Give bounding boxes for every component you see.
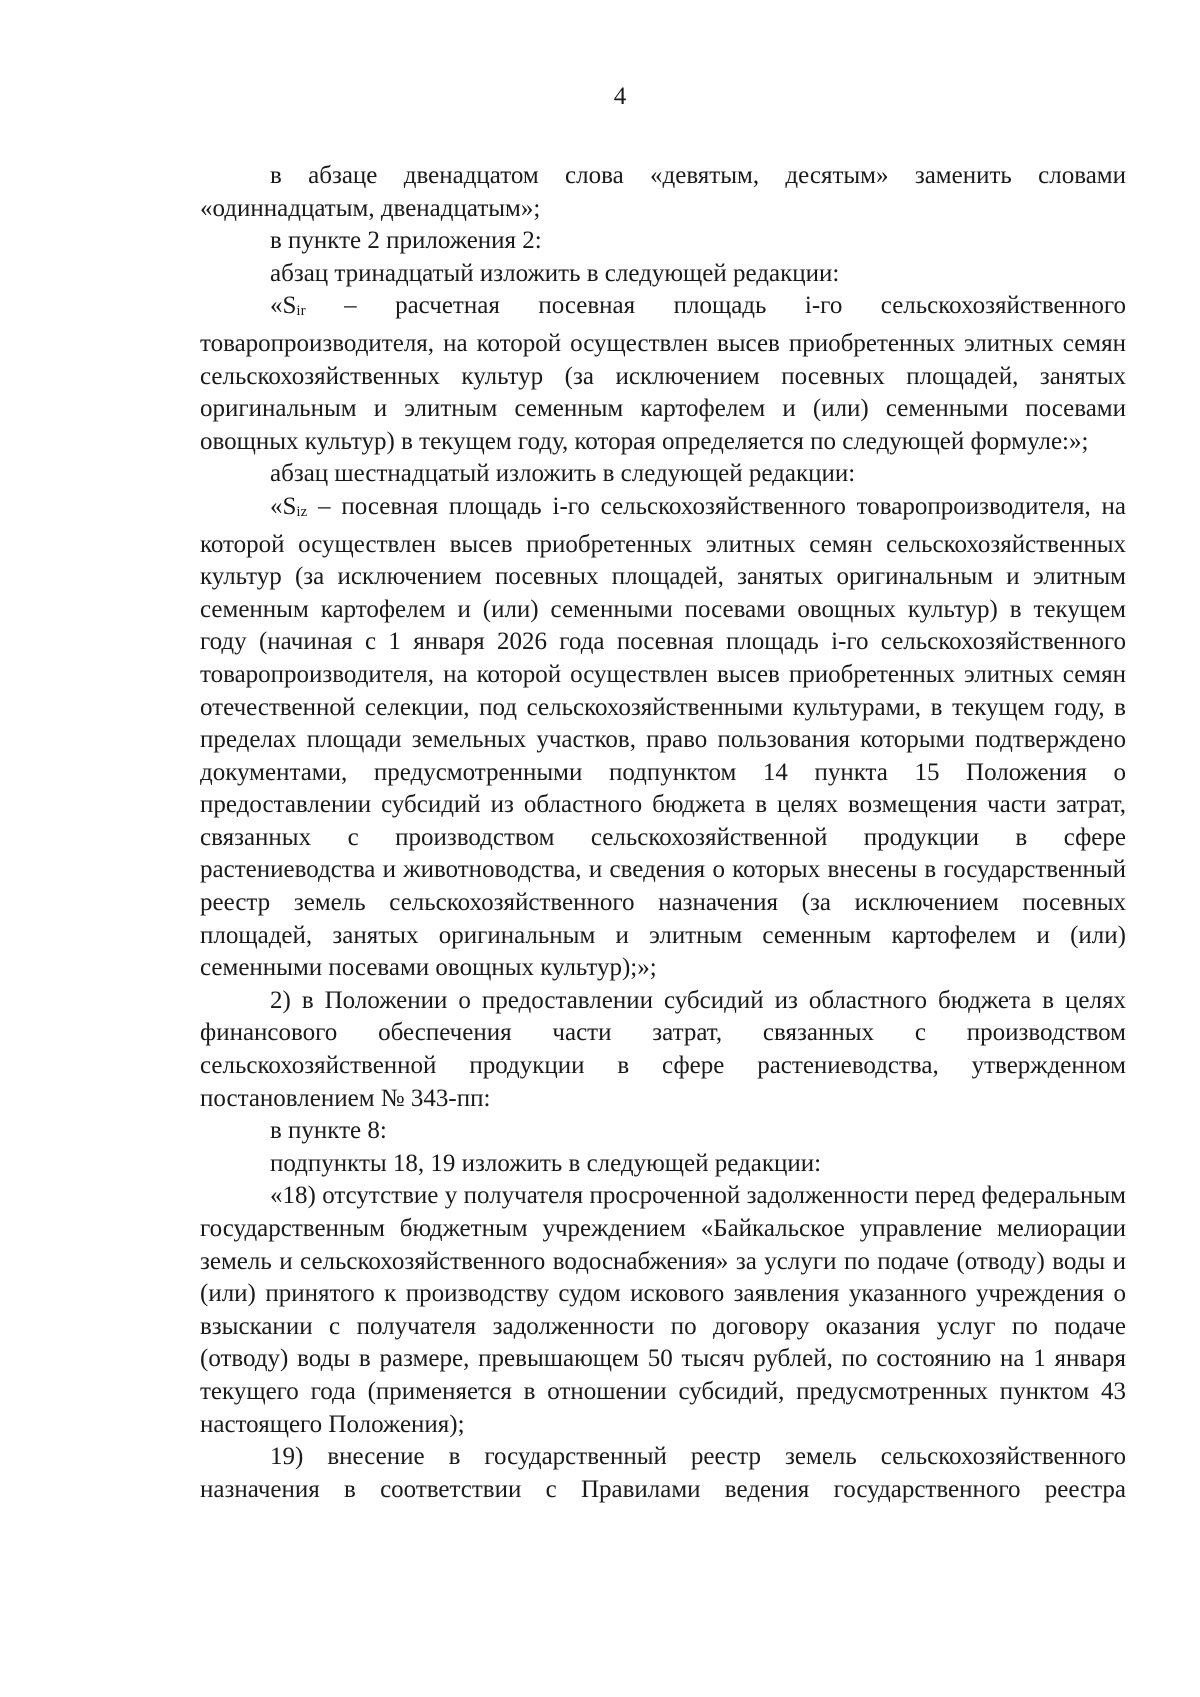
paragraph-6 [200,491,1126,985]
paragraph-11: 19) внесение в государственный реестр земель сельскохозяйственного назначения в соответствии с Правилами ведения государственного реестра [200,1443,1126,1503]
paragraph-9: подпункты 18, 19 изложить в следующей редакции: [270,1149,822,1177]
page-number: 4 [613,83,627,110]
paragraph-8: в пункте 8: [270,1117,387,1145]
paragraph-4 [200,290,1126,458]
paragraph-2: в пункте 2 приложения 2: [270,227,542,255]
paragraph-7: 2) в Положении о предоставлении субсидий из областного бюджета в целях финансового обеспечения части затрат, связанных с производством сельскохозяйственной продукции в сфере растениеводства, утвержденном постановлением № 343-пп: [200,986,1126,1112]
formula-subscript: ir [296,303,306,320]
paragraph-6-text: – посевная площадь i-го сельскохозяйственного товаропроизводителя, на которой осуществлен высев приобретенных элитных семян сельскохозяйственных культур (за исключением посевных площадей, занятых оригинальным и элитным семенным картофелем и (или) семенными посевами овощных культур) в текущем году (начиная с 1 января 2026 года посевная площадь i-го сельскохозяйственного товаропроизводителя, на которой осуществлен высев приобретенных элитных семян отечественной селекции, под сельскохозяйственными культурами, в текущем году, в пределах площади земельных участков, право пользования которыми подтверждено документами, предусмотренными подпунктом 14 пункта 15 Положения о предоставлении субсидий из областного бюджета в целях возмещения части затрат, связанных с производством сельскохозяйственной продукции в сфере растениеводства и животноводства, и сведения о которых внесены в государственный реестр земель сельскохозяйственного назначения (за исключением посевных площадей, занятых оригинальным и элитным семенным картофелем и (или) семенными посевами овощных культур);»; [200,492,1126,982]
formula-symbol-s: «S [270,292,297,320]
document-body [200,160,1126,1506]
paragraph-1: в абзаце двенадцатом слова «девятым, десятым» заменить словами «одиннадцатым, двенадцатым»; [200,162,1126,222]
paragraph-4-text: – расчетная посевная площадь i-го сельскохозяйственного товаропроизводителя, на которой осуществлен высев приобретенных элитных семян сельскохозяйственных культур (за исключением посевных площадей, занятых оригинальным и элитным семенным картофелем и (или) семенными посевами овощных культур) в текущем году, которая определяется по следующей формуле:»; [200,292,1126,455]
paragraph-10: «18) отсутствие у получателя просроченной задолженности перед федеральным государственным бюджетным учреждением «Байкальское управление мелиорации земель и сельскохозяйственного водоснабжения» за услуги по подаче (отводу) воды и (или) принятого к производству судом искового заявления указанного учреждения о взыскании с получателя задолженности по договору оказания услуг по подаче (отводу) воды в размере, превышающем 50 тысяч рублей, по состоянию на 1 января текущего года (применяется в отношении субсидий, предусмотренных пунктом 43 настоящего Положения); [200,1182,1126,1438]
formula-subscript: iz [296,503,308,520]
formula-symbol-s: «S [270,492,297,520]
paragraph-3: абзац тринадцатый изложить в следующей редакции: [270,259,840,287]
paragraph-5: абзац шестнадцатый изложить в следующей редакции: [270,460,856,488]
